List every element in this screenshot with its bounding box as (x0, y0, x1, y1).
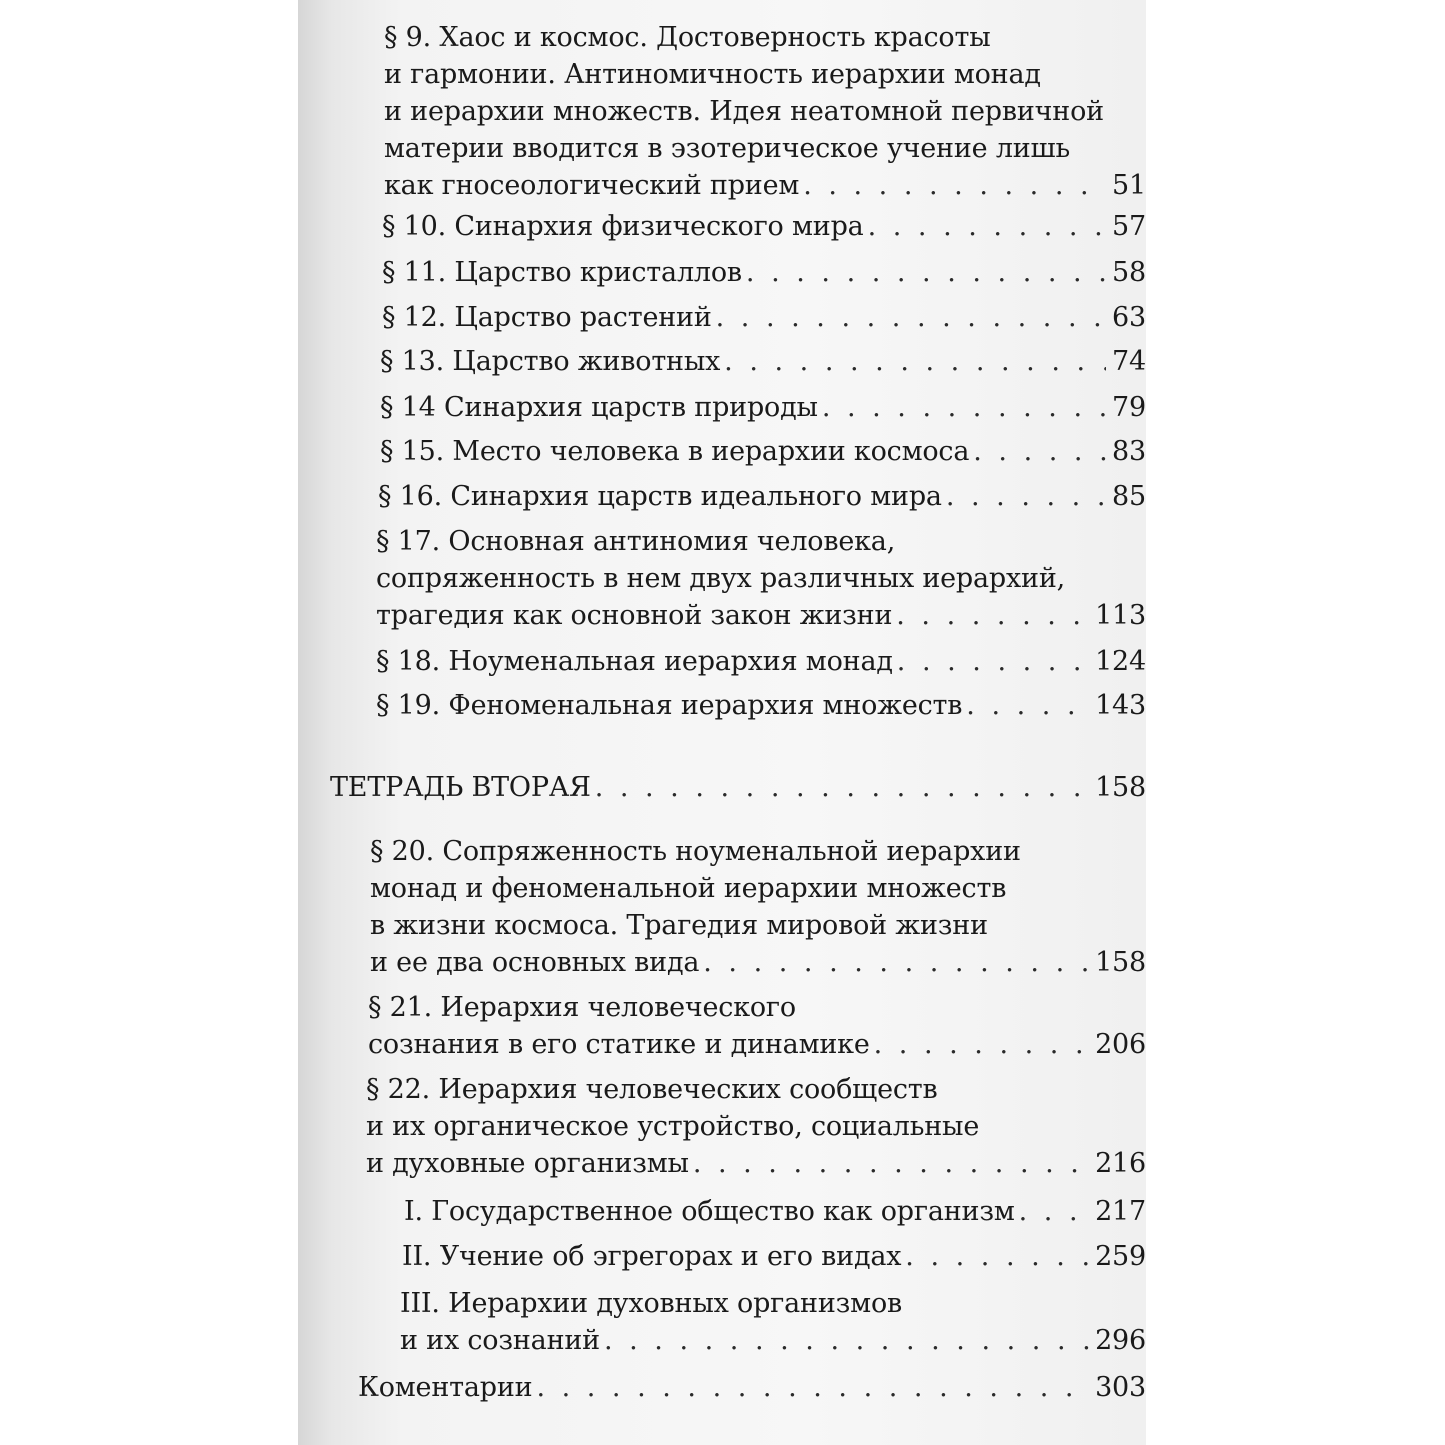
toc-line: и иерархии множеств. Идея неатомной первичной (384, 96, 1104, 127)
page-number: 85 (1112, 481, 1146, 512)
page-number: 113 (1095, 600, 1146, 631)
toc-line: монад и феноменальной иерархии множеств (370, 873, 1007, 904)
toc-line: и их сознаний (400, 1325, 600, 1356)
toc-line: и ее два основных вида (370, 947, 700, 978)
leader-dots (536, 1368, 1089, 1408)
toc-line: III. Иерархии духовных организмов (400, 1288, 902, 1319)
toc-line: в жизни космоса. Трагедия мировой жизни (370, 910, 988, 941)
toc-line: § 22. Иерархия человеческих сообществ (366, 1074, 938, 1105)
toc-line: материи вводится в эзотерическое учение лишь (384, 133, 1070, 164)
toc-line: § 15. Место человека в иерархии космоса (380, 436, 970, 467)
toc-line: и их органическое устройство, социальные (366, 1111, 980, 1142)
toc-line: § 18. Ноуменальная иерархия монад (376, 646, 893, 677)
toc-line: § 13. Царство животных (380, 346, 721, 377)
page-number: 58 (1112, 257, 1146, 288)
toc-line: и гармонии. Антиномичность иерархии монад (384, 59, 1041, 90)
leader-dots (896, 596, 1089, 636)
leader-dots (905, 1237, 1089, 1277)
toc-line: § 12. Царство растений (382, 302, 712, 333)
page-number: 79 (1112, 392, 1146, 423)
toc-line: § 20. Сопряженность ноуменальной иерархии (370, 836, 1021, 867)
leader-dots (595, 768, 1089, 808)
leader-dots (946, 477, 1106, 517)
page-number: 51 (1112, 170, 1146, 201)
page-number: 74 (1112, 346, 1146, 377)
page-number: 158 (1095, 772, 1146, 803)
page-number: 217 (1095, 1196, 1146, 1227)
page-number: 158 (1095, 947, 1146, 978)
leader-dots (966, 686, 1089, 726)
leader-dots (604, 1321, 1089, 1361)
leader-dots (724, 342, 1106, 382)
leader-dots (874, 1025, 1089, 1065)
leader-dots (1019, 1192, 1089, 1232)
toc-line: § 14 Синархия царств природы (380, 392, 818, 423)
page-number: 57 (1112, 211, 1146, 242)
page-number: 216 (1095, 1148, 1146, 1179)
toc-line: и духовные организмы (366, 1148, 689, 1179)
toc-line: § 21. Иерархия человеческого (368, 992, 796, 1023)
book-page (298, 0, 1146, 1445)
toc-line: II. Учение об эгрегорах и его видах (402, 1241, 902, 1272)
page-number: 63 (1112, 302, 1146, 333)
leader-dots (803, 166, 1106, 206)
toc-line: сопряженность в нем двух различных иерархий, (376, 563, 1065, 594)
leader-dots (868, 207, 1106, 247)
leader-dots (716, 298, 1106, 338)
toc-line: как гносеологический прием (384, 170, 800, 201)
toc-line: § 11. Царство кристаллов (382, 257, 742, 288)
leader-dots (693, 1144, 1089, 1184)
page-number: 206 (1095, 1029, 1146, 1060)
toc-line: ТЕТРАДЬ ВТОРАЯ (330, 772, 591, 803)
leader-dots (703, 943, 1089, 983)
leader-dots (897, 642, 1089, 682)
toc-line: § 17. Основная антиномия человека, (376, 526, 896, 557)
page-number: 303 (1095, 1372, 1146, 1403)
toc-line: § 10. Синархия физического мира (382, 211, 864, 242)
toc-line: сознания в его статике и динамике (368, 1029, 870, 1060)
page-number: 296 (1095, 1325, 1146, 1356)
toc-line: Коментарии (358, 1372, 533, 1403)
toc-line: § 9. Хаос и космос. Достоверность красоты (384, 22, 991, 53)
page-number: 83 (1112, 436, 1146, 467)
leader-dots (822, 388, 1106, 428)
leader-dots (746, 253, 1106, 293)
toc-line: § 19. Феноменальная иерархия множеств (376, 690, 963, 721)
page-number: 259 (1095, 1241, 1146, 1272)
toc-line: трагедия как основной закон жизни (376, 600, 893, 631)
toc-line: § 16. Синархия царств идеального мира (378, 481, 942, 512)
toc-line: I. Государственное общество как организм (404, 1196, 1015, 1227)
leader-dots (973, 432, 1106, 472)
page-number: 143 (1095, 690, 1146, 721)
page-number: 124 (1095, 646, 1146, 677)
